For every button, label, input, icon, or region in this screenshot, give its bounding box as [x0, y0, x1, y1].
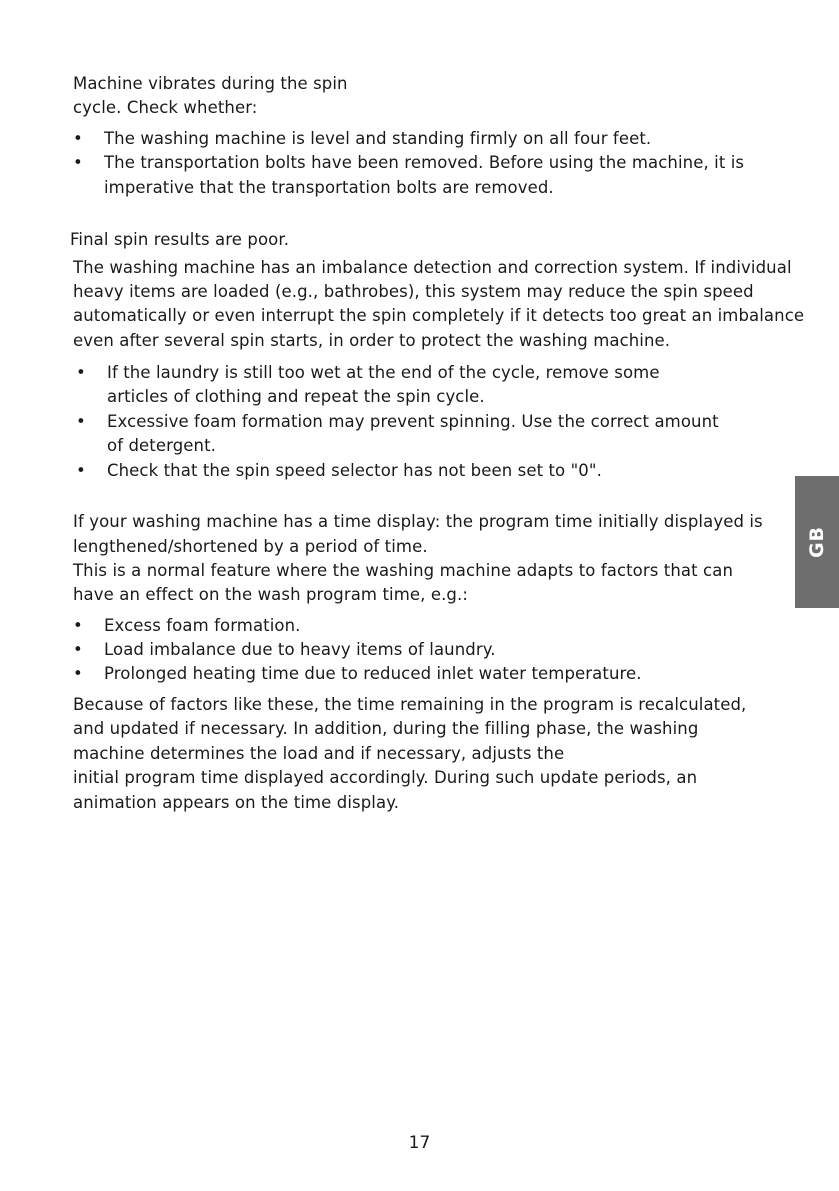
bullet-icon: •	[76, 363, 86, 382]
bullet-icon: •	[73, 153, 83, 172]
time-closing-line-2: and updated if necessary. In addition, during the filling phase, the washing	[73, 719, 699, 738]
bullet-icon: •	[76, 461, 86, 480]
spin-paragraph-line-1: The washing machine has an imbalance detection and correction system. If individual	[73, 258, 792, 277]
vibration-bullet-1: The washing machine is level and standing firmly on all four feet.	[104, 129, 652, 148]
time-closing-line-3: machine determines the load and if necessary, adjusts the	[73, 744, 565, 763]
spin-paragraph-line-4: even after several spin starts, in order to protect the washing machine.	[73, 331, 671, 350]
vibration-heading-line-2: cycle. Check whether:	[73, 98, 258, 117]
spin-bullet-2-line-1: Excessive foam formation may prevent spinning. Use the correct amount	[107, 412, 719, 431]
bullet-icon: •	[76, 412, 86, 431]
page-number: 17	[408, 1133, 431, 1153]
spin-bullet-1-line-2: articles of clothing and repeat the spin cycle.	[107, 387, 485, 406]
bullet-icon: •	[73, 616, 83, 635]
vibration-bullet-2-line-2: imperative that the transportation bolts are removed.	[104, 178, 554, 197]
time-intro-line-1: If your washing machine has a time display: the program time initially displayed is	[73, 512, 763, 531]
spin-bullet-1-line-1: If the laundry is still too wet at the end of the cycle, remove some	[107, 363, 660, 382]
spin-paragraph-line-2: heavy items are loaded (e.g., bathrobes), this system may reduce the spin speed	[73, 282, 754, 301]
language-label: GB	[805, 525, 828, 559]
time-intro-line-2: lengthened/shortened by a period of time.	[73, 537, 428, 556]
vibration-heading-line-1: Machine vibrates during the spin	[73, 74, 348, 93]
time-bullet-3: Prolonged heating time due to reduced inlet water temperature.	[104, 664, 642, 683]
time-intro-line-4: have an effect on the wash program time, e.g.:	[73, 585, 468, 604]
time-closing-line-4: initial program time displayed accordingly. During such update periods, an	[73, 768, 698, 787]
spin-paragraph-line-3: automatically or even interrupt the spin completely if it detects too great an imbalance	[73, 306, 805, 325]
time-intro-line-3: This is a normal feature where the washing machine adapts to factors that can	[73, 561, 733, 580]
vibration-bullet-2-line-1: The transportation bolts have been removed. Before using the machine, it is	[104, 153, 745, 172]
bullet-icon: •	[73, 640, 83, 659]
time-bullet-2: Load imbalance due to heavy items of laundry.	[104, 640, 496, 659]
spin-bullet-2-line-2: of detergent.	[107, 436, 216, 455]
bullet-icon: •	[73, 664, 83, 683]
bullet-icon: •	[73, 129, 83, 148]
time-closing-line-1: Because of factors like these, the time remaining in the program is recalculated,	[73, 695, 747, 714]
spin-heading: Final spin results are poor.	[70, 230, 290, 249]
language-tab	[795, 476, 839, 608]
spin-bullet-3: Check that the spin speed selector has not been set to "0".	[107, 461, 602, 480]
time-closing-line-5: animation appears on the time display.	[73, 793, 400, 812]
time-bullet-1: Excess foam formation.	[104, 616, 301, 635]
